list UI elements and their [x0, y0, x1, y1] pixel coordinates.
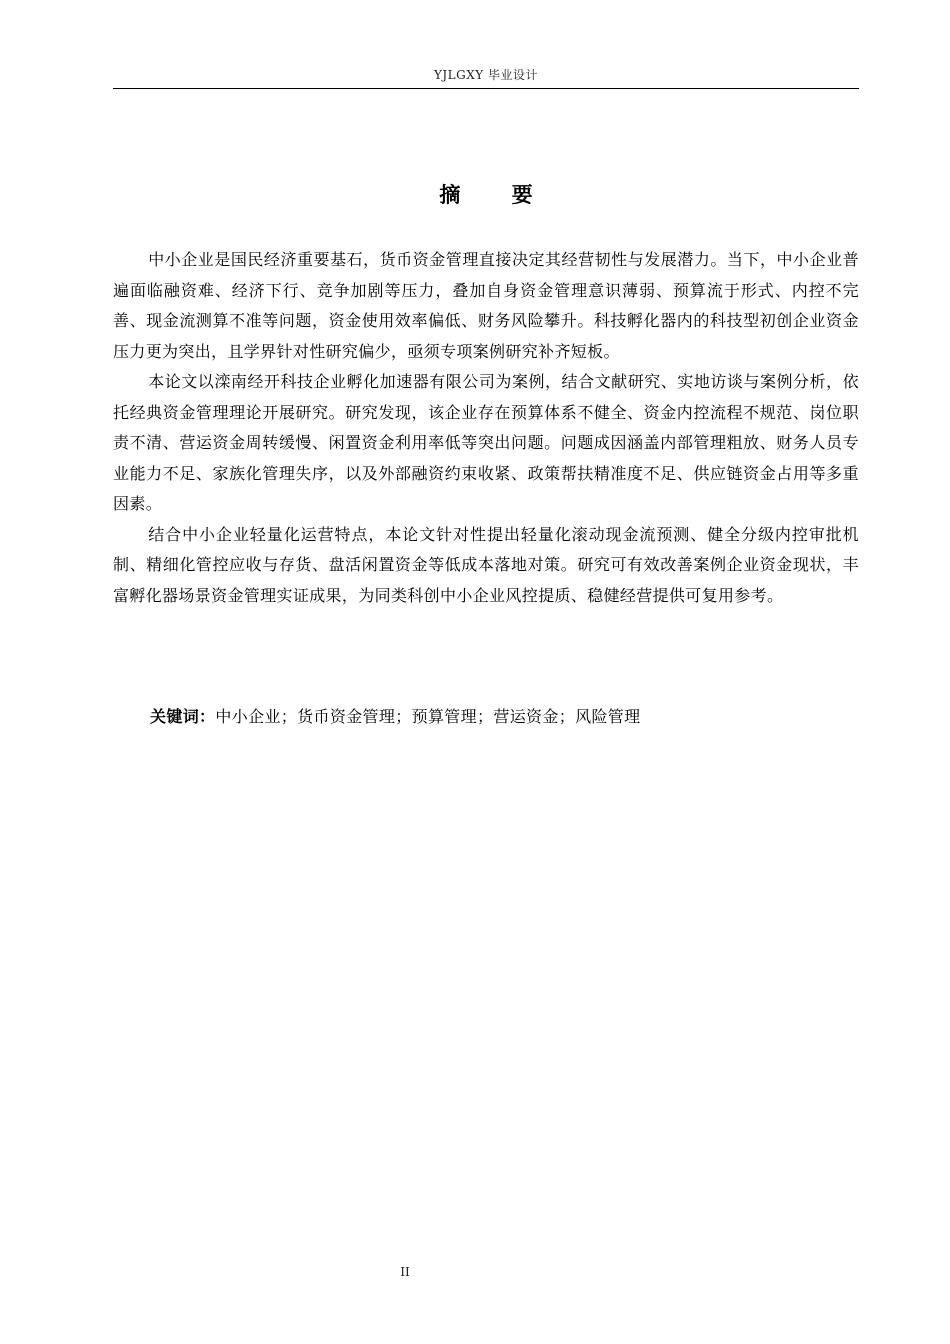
abstract-body — [113, 245, 859, 611]
page-number: II — [400, 1265, 410, 1279]
keywords-list: 中小企业；货币资金管理；预算管理；营运资金；风险管理 — [215, 707, 641, 726]
abstract-paragraph-3: 结合中小企业轻量化运营特点，本论文针对性提出轻量化滚动现金流预测、健全分级内控审批机制、精细化管控应收与存货、盘活闲置资金等低成本落地对策。研究可有效改善案例企业资金现状，丰富孵化器场景资金管理实证成果，为同类科创中小企业风控提质、稳健经营提供可复用参考。 — [113, 524, 859, 605]
running-header: YJLGXY 毕业设计 — [433, 68, 539, 82]
keywords-line — [150, 702, 859, 732]
abstract-title: 摘 要 — [439, 183, 533, 207]
header-divider — [113, 88, 859, 89]
keywords-label: 关键词： — [150, 707, 216, 726]
abstract-paragraph-2: 本论文以滦南经开科技企业孵化加速器有限公司为案例，结合文献研究、实地访谈与案例分析，依托经典资金管理理论开展研究。研究发现，该企业存在预算体系不健全、资金内控流程不规范、岗位职责不清、营运资金周转缓慢、闲置资金利用率低等突出问题。问题成因涵盖内部管理粗放、财务人员专业能力不足、家族化管理失序，以及外部融资约束收紧、政策帮扶精准度不足、供应链资金占用等多重因素。 — [113, 372, 859, 513]
abstract-paragraph-1: 中小企业是国民经济重要基石，货币资金管理直接决定其经营韧性与发展潜力。当下，中小企业普遍面临融资难、经济下行、竞争加剧等压力，叠加自身资金管理意识薄弱、预算流于形式、内控不完善、现金流测算不准等问题，资金使用效率偏低、财务风险攀升。科技孵化器内的科技型初创企业资金压力更为突出，且学界针对性研究偏少，亟须专项案例研究补齐短板。 — [113, 250, 859, 361]
